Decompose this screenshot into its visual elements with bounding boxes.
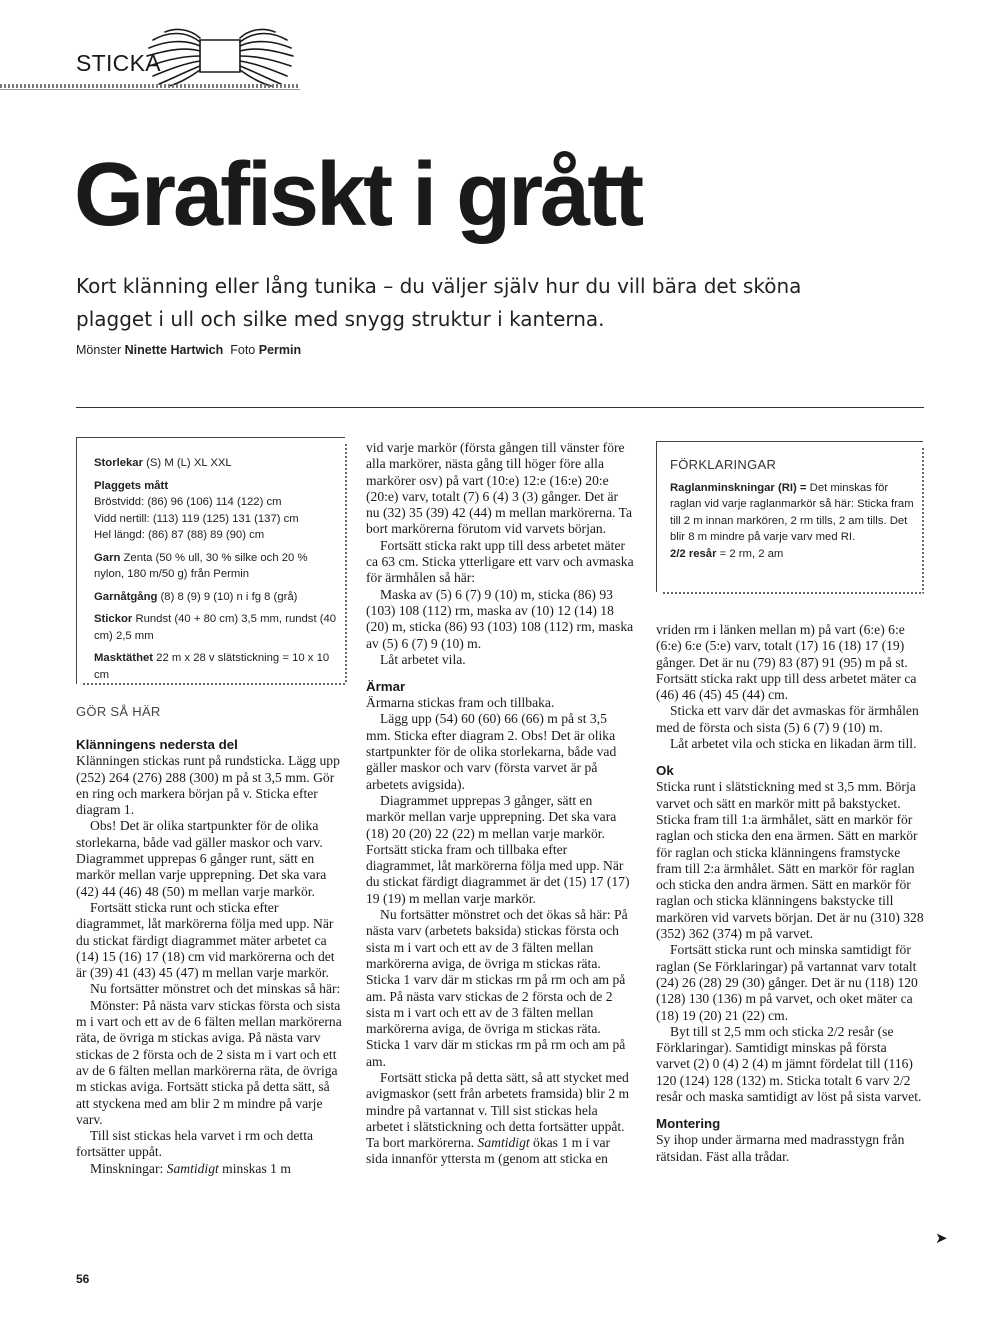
instructions-heading: GÖR SÅ HÄR [76, 704, 161, 719]
gauge-label: Masktäthet [94, 652, 154, 664]
paragraph: vid varje markör (första gången till vänster före alla markörer, nästa gång till höger före alla markörer osv) på vart (10:e) 12:e (16:e) 20:e (20:e) varv, totalt (7) 6 (4) 3 (3) gånger. Det är nu (32) 35 (39) 42 (44) m mellan markörerna. Ta bort markörerna förutom vid varvets början. [366, 440, 633, 537]
paragraph: Obs! Det är olika startpunkter för de olika storlekarna, både vad gäller maskor och varv. Diagrammet upprepas 6 gånger runt, sätt en markör mellan varje upprepning. Det ska vara (42) 44 (46) 48 (50) m mellan varje markör. [76, 818, 327, 899]
yoke-heading: Ok [656, 763, 674, 779]
paragraph: Ärmarna stickas fram och tillbaka. [366, 695, 555, 711]
paragraph: Till sist stickas hela varvet i rm och detta fortsätter uppåt. [76, 1128, 314, 1160]
paragraph: Diagrammet upprepas 3 gånger, sätt en markör mellan varje upprepning. Det ska vara (18) 20 (20) 22 (22) m mellan varje markör. Fortsätt sticka fram och tillbaka efter diagrammet, låt markörerna följa med upp. När du stickat färdigt diagrammet är det (15) 17 (17) 19 (19) m mellan varje markör. [366, 792, 630, 906]
credits [76, 343, 301, 357]
text-run: minskas 1 m [218, 1160, 291, 1176]
paragraph: Fortsätt sticka rakt upp till dess arbetet mäter ca 63 cm. Sticka ytterligare ett varv och avmaska för ärmhålen så här: [366, 537, 634, 586]
paragraph: Mönster: På nästa varv stickas första och sista m i vart och ett av de 6 fälten mellan markörerna räta, de övriga m stickas aviga. På nästa varv stickas de 2 första och de 2 sista m i vart och ett av de 6 fälten mellan markörerna räta, de övriga m stickas aviga. Fortsätt sticka på detta sätt, så att styckena med am blir 2 m mindre på varje varv. [76, 997, 342, 1127]
paragraph: Nu fortsätter mönstret och det minskas så här: [90, 981, 341, 997]
paragraph: Fortsätt sticka runt och sticka efter diagrammet, låt markörerna följa med upp. När du stickat färdigt diagrammet mäter arbetet ca (14) 15 (16) 17 (18) cm vid markörerna och det är (39) 41 (43) 45 (47) m mellan varje markör. [76, 899, 335, 981]
raglan-label: Raglanminskningar (RI) = [670, 481, 807, 494]
facts-box [76, 437, 345, 684]
paragraph: Sticka runt i slätstickning med st 3,5 mm. Börja varvet och sätt en markör mitt på bakstycket. Sticka fram till 1:a ärmhålet, sätt en markör för raglan och sticka den ena ärmen. Sätt en markör för raglan och sticka klänningens framstycke fram till 2:a ärmhålet. Sätt en markör för raglan och sticka den andra ärmen. Sätt en markör för raglan och sticka klänningens bakstycke till markören vid varvets början. Det är nu (310) 328 (352) 362 (374) m på varvet. [656, 779, 924, 942]
column-3 [656, 622, 924, 1165]
needles-value: Rundst (40 + 80 cm) 3,5 mm, rundst (40 cm) 2,5 mm [94, 613, 337, 642]
header-rule [0, 84, 300, 88]
photo-name: Permin [258, 343, 302, 357]
paragraph: vriden rm i länken mellan m) på vart (6:e) 6:e (6:e) 6:e (5:e) varv, totalt (17) 16 (18) 17 (19) gånger. Det är nu (79) 83 (87) 91 (95) m på st. Fortsätt sticka rakt upp till dess arbetet mäter ca (46) 46 (45) 45 (44) cm. [656, 622, 917, 703]
pattern-label: Mönster [76, 343, 122, 357]
sizes-value: (S) M (L) XL XXL [146, 457, 232, 469]
raglan-text: Det minskas för raglan vid varje raglanmarkör så här: Sticka fram till 2 m innan markören, 2 rm tills, 2 am tills. Det blir 8 m mindre på varje varv med RI. [670, 481, 914, 543]
section-label: STICKA [76, 50, 161, 76]
pattern-name: Ninette Hartwich [124, 343, 224, 357]
explanations-box [656, 441, 923, 592]
text-run: Fortsätt sticka på detta sätt, så att stycket med avigmaskor (sett från arbetets framsida) blir 2 m mindre på vartannat v. Till sist stickas hela arbetet i slätstickning och detta fortsätter uppåt. Ta bort markörerna. [366, 1069, 630, 1151]
paragraph: Nu fortsätter mönstret och det ökas så här: På nästa varv (arbetets baksida) stickas första och sista m i vart och ett av de 3 fälten mellan markörerna aviga, de övriga m stickas räta. Sticka 1 varv där m stickas rm på rm och am på am. På nästa varv stickas de 2 första och de 2 sista m i vart och ett av de 3 fälten mellan markörerna aviga, de övriga m stickas räta. Sticka 1 varv där m stickas rm på rm och am på am. [366, 907, 628, 1069]
yarn-value: Zenta (50 % ull, 30 % silke och 20 % nylon, 180 m/50 g) från Permin [94, 551, 308, 580]
measures-label: Plaggets mått [94, 479, 169, 492]
title-divider [76, 407, 924, 408]
explanations-shadow-right [922, 448, 924, 593]
facts-box-shadow-right [345, 444, 347, 684]
text-italic: Samtidigt [166, 1160, 219, 1176]
photo-label: Foto [230, 343, 256, 357]
rib-label: 2/2 resår [670, 547, 717, 560]
sizes-label: Storlekar [94, 457, 143, 469]
measure-line: Hel längd: (86) 87 (88) 89 (90) cm [94, 529, 265, 541]
sleeves-heading: Ärmar [366, 679, 406, 695]
paragraph: Fortsätt sticka runt och minska samtidigt för raglan (Se Förklaringar) på vartannat varv totalt (24) 26 (28) 29 (30) gånger. Det är nu (118) 120 (128) 130 (136) m på varvet, och oket mäter ca (18) 19 (20) 21 (22) cm. [656, 942, 918, 1023]
paragraph: Låt arbetet vila och sticka en likadan ärm till. [670, 736, 917, 752]
yarn-label: Garn [94, 551, 121, 564]
gauge-value: 22 m x 28 v slätstickning = 10 x 10 cm [94, 652, 330, 681]
paragraph: Lägg upp (54) 60 (60) 66 (66) m på st 3,5 mm. Sticka efter diagram 2. Obs! Det är olika startpunkter för de olika storlekarna, både vad gäller maskor och varv (första varvet är på arbetets avigsida). [366, 711, 617, 792]
rib-text: = 2 rm, 2 am [719, 547, 784, 560]
explanations-shadow-bottom [663, 592, 924, 594]
paragraph: Maska av (5) 6 (7) 9 (10) m, sticka (86) 93 (103) 108 (112) rm, maska av (10) 12 (14) 18 (20) m, sticka (86) 93 (103) 108 (112) rm, maska av (5) 6 (7) 9 (10) m. [366, 586, 634, 651]
yarn-amount-value: (8) 8 (9) 9 (10) n i fg 8 (grå) [160, 590, 298, 603]
facts-box-shadow-bottom [83, 683, 347, 685]
paragraph: Klänningen stickas runt på rundsticka. Lägg upp (252) 264 (276) 288 (300) m på st 3,5 mm. Gör en ring och markera början på v. Sticka efter diagram 1. [76, 753, 340, 818]
column-1 [76, 704, 344, 1177]
text-run: ökas 1 m i var sida innanför yttersta m (genom att sticka en [366, 1135, 611, 1167]
measure-line: Vidd nertill: (113) 119 (125) 131 (137) cm [94, 512, 299, 525]
yarn-amount-label: Garnåtgång [94, 590, 158, 603]
measure-line: Bröstvidd: (86) 96 (106) 114 (122) cm [94, 496, 282, 508]
bottom-part-heading: Klänningens nedersta del [76, 737, 238, 753]
assembly-heading: Montering [656, 1116, 721, 1132]
paragraph: Låt arbetet vila. [380, 651, 466, 667]
text-italic: Samtidigt [477, 1135, 530, 1151]
needles-label: Stickor [94, 613, 133, 625]
header-rule-thin [0, 89, 300, 90]
paragraph: Byt till st 2,5 mm och sticka 2/2 resår (se Förklaringar). Samtidigt minskas på första varvet (2) 0 (4) 2 (4) m jämnt fördelat till (116) 120 (124) 128 (132) m. Sticka totalt 6 varv 2/2 resår och maska samtidigt av löst på sista varvet. [656, 1023, 922, 1105]
continue-arrow-icon: ➤ [935, 1229, 948, 1247]
paragraph: Sticka ett varv där det avmaskas för ärmhålen med de första och sista (5) 6 (7) 9 (10) m. [656, 703, 919, 735]
yarn-skein-icon [145, 26, 295, 88]
explanations-title: FÖRKLARINGAR [670, 457, 777, 472]
page-title: Grafiskt i grått [74, 145, 642, 245]
paragraph: Sy ihop under ärmarna med madrasstygn från rätsidan. Fäst alla trådar. [656, 1132, 905, 1164]
text-run: Minskningar: [90, 1160, 167, 1176]
lead-paragraph: Kort klänning eller lång tunika – du väljer själv hur du vill bära det sköna plagget i ull och silke med snygg struktur i kanterna. [76, 274, 802, 331]
page-number: 56 [76, 1272, 90, 1286]
column-2 [366, 440, 634, 1168]
paragraph [366, 1070, 634, 1168]
paragraph [76, 1161, 344, 1177]
